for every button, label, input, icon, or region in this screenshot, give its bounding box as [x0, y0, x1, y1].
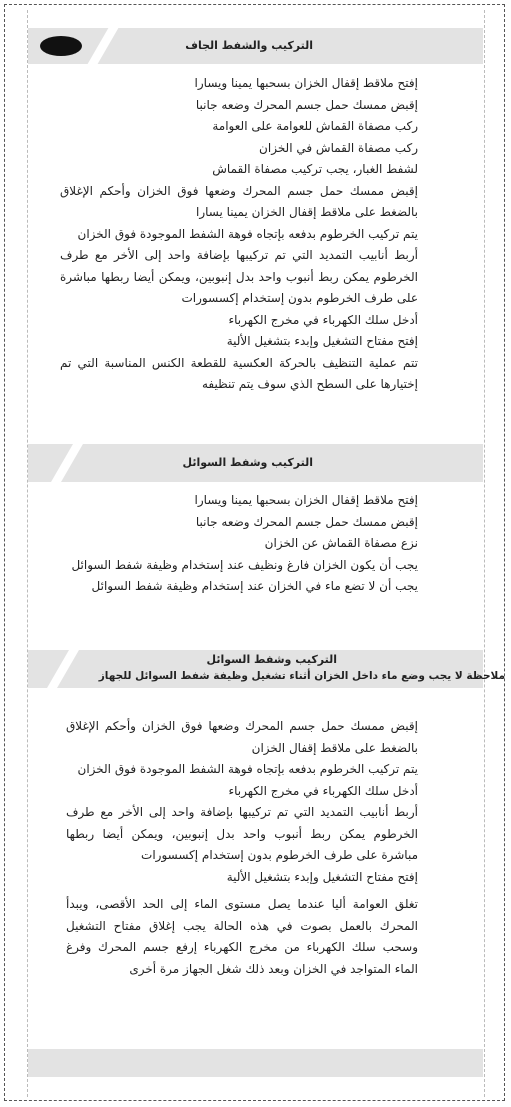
section2-title: التركيب وشفط السوائل: [182, 456, 313, 469]
section3-item: تغلق العوامة أليا عندما يصل مستوى الماء إلى الحد الأقصى، ويبدأ المحرك بالعمل بصوت في هذه الحالة يجب إغلاق مفتاح التشغيل وسحب سلك الكهرباء من مخرج الكهرباء إرفع جسم المحرك وفرغ الماء المتواجد في الخزان وبعد ذلك شغل الجهاز مرة أخرى: [66, 897, 418, 976]
section1-item: إفتح مفتاح التشغيل وإبدء بتشغيل الألية: [226, 334, 418, 348]
section3-item: إفتح مفتاح التشغيل وإبدء بتشغيل الألية: [226, 869, 418, 884]
section2-item: يجب أن يكون الخزان فارغ ونظيف عند إستخدام وظيفة شفط السوائل: [71, 557, 418, 572]
footer-bar: [28, 1049, 483, 1077]
section1-item: ركب مصفاة القماش للعوامة على العوامة: [212, 119, 418, 133]
section1-body: [60, 73, 418, 396]
section1-item: يتم تركيب الخرطوم بدفعه بإتجاه فوهة الشفط الموجودة فوق الخزان: [77, 226, 418, 241]
section1-title: التركيب والشفط الجاف: [185, 39, 313, 52]
section3-item: أدخل سلك الكهرباء في مخرج الكهرباء: [228, 783, 418, 798]
section2-item: نزع مصفاة القماش عن الخزان: [264, 536, 418, 550]
section2-item: إفتح ملاقط إقفال الخزان بسحبها يمينا ويسارا: [194, 493, 418, 507]
section3-note: ملاحظة لا يجب وضع ماء داخل الخزان أثناء تشغيل وظيفة شفط السوائل للجهاز: [98, 670, 505, 682]
section1-item: أربط أنابيب التمديد التي تم تركيبها بإضافة واحد إلى الأخر مع طرف الخرطوم يمكن ربط أنبوب واحد بدل إنبوبين، ويمكن أيضا ربطها مباشرة على طرف الخرطوم بدون إستخدام إكسسورات: [60, 248, 418, 305]
header-slash-decoration: [47, 650, 79, 688]
section1-item: إفتح ملاقط إقفال الخزان بسحبها يمينا ويسارا: [194, 76, 418, 90]
section1-item: إقبض ممسك حمل جسم المحرك وضعه جانبا: [195, 97, 418, 112]
black-oval-marker: [40, 36, 82, 56]
section3-item: أربط أنابيب التمديد التي تم تركيبها بإضافة واحد إلى الأخر مع طرف الخرطوم يمكن ربط أنبوب واحد بدل إنبوبين، ويمكن أيضا ربطها مباشرة على طرف الخرطوم بدون إستخدام إكسسورات: [66, 805, 418, 862]
section3-title: التركيب وشفط السوائل: [206, 653, 337, 666]
section3-item: إقبض ممسك حمل جسم المحرك وضعها فوق الخزان وأحكم الإغلاق بالضغط على ملاقط إقفال الخزان: [66, 719, 418, 755]
section1-item: إقبض ممسك حمل جسم المحرك وضعها فوق الخزان وأحكم الإغلاق بالضغط على ملاقط إقفال الخزان يمينا يسارا: [60, 183, 418, 219]
section1-item: لشفط الغبار، يجب تركيب مصفاة القماش: [212, 162, 418, 176]
section1-item: أدخل سلك الكهرباء في مخرج الكهرباء: [228, 312, 418, 327]
left-dashed-guide: [27, 10, 28, 1097]
section1-item: ركب مصفاة القماش في الخزان: [259, 140, 418, 155]
right-dashed-guide: [484, 10, 485, 1097]
header-slash-decoration: [88, 28, 119, 64]
section1-item: تتم عملية التنظيف بالحركة العكسية للقطعة الكنس المناسبة التي تم إختيارها على السطح الذي سوف يتم تنظيفه: [60, 355, 418, 391]
section3-body: [66, 716, 418, 980]
header-slash-decoration: [51, 444, 83, 482]
section2-item: إقبض ممسك حمل جسم المحرك وضعه جانبا: [195, 514, 418, 529]
section2-item: يجب أن لا تضع ماء في الخزان عند إستخدام وظيفة شفط السوائل: [91, 579, 418, 593]
section3-item: يتم تركيب الخرطوم بدفعه بإتجاه فوهة الشفط الموجودة فوق الخزان: [77, 762, 418, 776]
section2-body: [66, 490, 418, 598]
